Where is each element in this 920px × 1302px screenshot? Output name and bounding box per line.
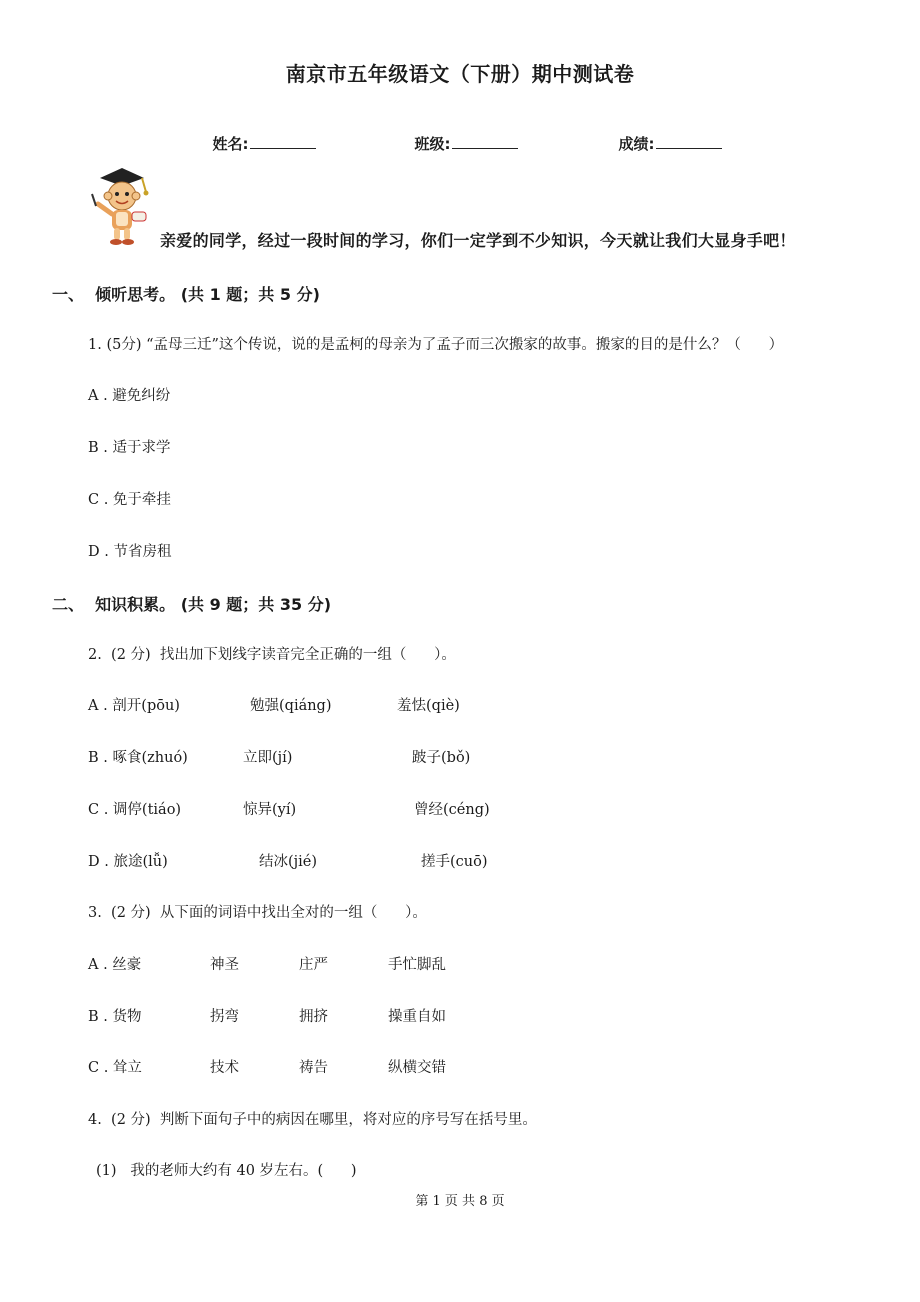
q2-option-d-word-2: 结冰(jié) — [259, 854, 318, 870]
q3-option-b-word-2: 拐弯 — [210, 1009, 239, 1025]
page-title: 南京市五年级语文（下册）期中测试卷 — [285, 62, 635, 86]
question-1-stem: 1. (5分) “孟母三迁”这个传说，说的是孟柯的母亲为了孟子而三次搬家的故事。搬家的目的是什么？（ ） — [88, 337, 784, 353]
question-4-stem: 4. (2 分) 判断下面句子中的病因在哪里，将对应的序号写在括号里。 — [88, 1112, 537, 1128]
q2-option-b[interactable]: B . 啄食(zhuó) — [88, 750, 188, 766]
q3-option-a-word-4: 手忙脚乱 — [388, 957, 446, 973]
q3-option-c-word-3: 祷告 — [299, 1060, 328, 1076]
q3-option-c[interactable]: C . 耸立 — [88, 1060, 142, 1076]
q1-option-a[interactable]: A . 避免纠纷 — [88, 388, 171, 404]
class-blank[interactable] — [452, 134, 518, 149]
q3-option-b-word-4: 操重自如 — [388, 1009, 446, 1025]
q3-option-c-word-4: 纵横交错 — [388, 1060, 446, 1076]
q1-option-c[interactable]: C . 免于牵挂 — [88, 492, 171, 508]
question-3-stem: 3. (2 分) 从下面的词语中找出全对的一组（ ）。 — [88, 905, 427, 921]
q2-option-d[interactable]: D . 旅途(lǚ) — [88, 854, 168, 870]
section-heading-1: 一、 倾听思考。 (共 1 题；共 5 分) — [52, 285, 320, 304]
question-4-sub-1: (1) 我的老师大约有 40 岁左右。( ) — [96, 1163, 357, 1179]
q2-option-d-word-3: 搓手(cuō) — [421, 854, 488, 870]
q2-option-c[interactable]: C . 调停(tiáo) — [88, 802, 182, 818]
page-footer: 第 1 页 共 8 页 — [415, 1194, 505, 1209]
q3-option-b[interactable]: B . 货物 — [88, 1009, 142, 1025]
q1-option-d[interactable]: D . 节省房租 — [88, 544, 172, 560]
score-field — [608, 115, 722, 154]
q2-option-b-word-3: 跛子(bǒ) — [412, 750, 471, 766]
name-field — [202, 115, 316, 154]
q2-option-c-word-3: 曾经(céng) — [414, 802, 490, 818]
name-blank[interactable] — [250, 134, 316, 149]
class-label: 班级: — [414, 135, 451, 153]
class-field — [404, 115, 518, 154]
q1-option-b[interactable]: B . 适于求学 — [88, 440, 171, 456]
q3-option-a-word-3: 庄严 — [299, 957, 328, 973]
name-label: 姓名: — [212, 135, 249, 153]
q2-option-a[interactable]: A . 剖开(pōu) — [88, 698, 180, 714]
mascot-icon — [86, 164, 156, 248]
q2-option-a-word-3: 羞怯(qiè) — [397, 698, 460, 714]
q3-option-c-word-2: 技术 — [210, 1060, 239, 1076]
q3-option-a[interactable]: A . 丝豪 — [88, 957, 142, 973]
score-label: 成绩: — [618, 135, 655, 153]
q3-option-b-word-3: 拥挤 — [299, 1009, 328, 1025]
q2-option-a-word-2: 勉强(qiáng) — [250, 698, 332, 714]
score-blank[interactable] — [656, 134, 722, 149]
question-2-stem: 2. (2 分) 找出加下划线字读音完全正确的一组（ ）。 — [88, 647, 456, 663]
q3-option-a-word-2: 神圣 — [210, 957, 239, 973]
q2-option-c-word-2: 惊异(yí) — [243, 802, 297, 818]
intro-text: 亲爱的同学，经过一段时间的学习，你们一定学到不少知识，今天就让我们大显身手吧！ — [160, 231, 796, 250]
q2-option-b-word-2: 立即(jí) — [243, 750, 293, 766]
section-heading-2: 二、 知识积累。 (共 9 题；共 35 分) — [52, 595, 332, 614]
